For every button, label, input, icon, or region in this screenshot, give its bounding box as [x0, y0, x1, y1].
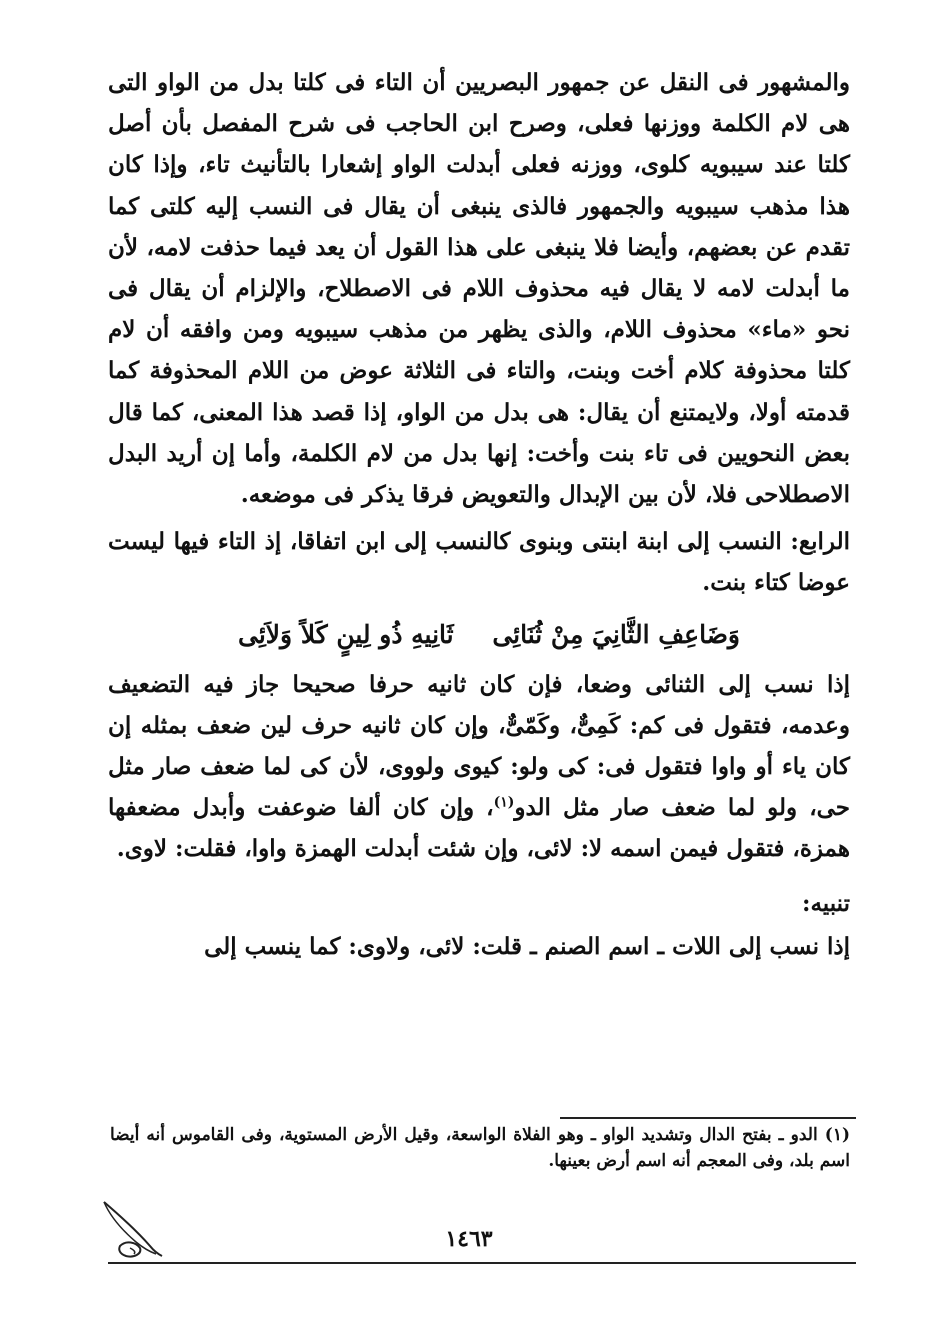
- section-heading: تنبيه:: [801, 889, 850, 917]
- paragraph-4: إذا نسب إلى اللات ـ اسم الصنم ـ قلت: لائى، ولاوى: كما ينسب إلى: [204, 932, 850, 960]
- bottom-divider: [108, 1262, 856, 1264]
- paragraph-3-text-a: إذا نسب إلى الثنائى وضعا، فإن كان ثانيه حرفا صحيحا جاز فيه التضعيف وعدمه، فتقول فى كم: كَمِىٌّ، وكَمّىٌّ، وإن كان ثانيه حرف لين ضعف بمثله إن كان ياء أو واوا فتقول فى: كى ولو: كيوى ولووى، لأن كى لما ضعف صار مثل حى، ولو لما ضعف صار مثل الدو: [108, 670, 851, 822]
- paragraph-2: [108, 521, 850, 603]
- paragraph-1: والمشهور فى النقل عن جمهور البصريين أن التاء فى كلتا بدل من الواو التى هى لام الكلمة ووزنها فعلى، وصرح ابن الحاجب فى شرح المفصل بأن أصل كلتا عند سيبويه كلوى، ووزنه فعلى أبدلت الواو إشعارا بالتأنيث تاء، وإذا كان هذا مذهب سيبويه والجمهور فالذى ينبغى أن يقال فى النسب إليه كلتى كما تقدم عن بعضهم، وأيضا فلا ينبغى على هذا القول أن يعد فيما حذفت لامه، لأن ما أبدلت لامه لا يقال فيه محذوف اللام فى الاصطلاح، والإلزام أن يقال فى نحو «ماء» محذوف اللام، والذى يظهر من مذهب سيبويه ومن وافقه أن لام كلتا محذوفة كلام أخت وبنت، والتاء فى الثلاثة عوض من اللام المحذوفة كما قدمته أولا، ولايمتنع أن يقال: هى بدل من الواو، إذا قصد هذا المعنى، كما قال بعض النحويين فى تاء بنت وأخت: إنها بدل من لام الكلمة، وأما إن أريد البدل الاصطلاحى فلا، لأن بين الإبدال والتعويض فرقا يذكر فى موضعه.: [108, 69, 850, 509]
- footnotes: [110, 1122, 850, 1174]
- verse-second-hemistich: ثَانِيهِ ذُو لِينٍ كَلاً وَلاَئِى: [238, 619, 454, 649]
- poetry-verse: [108, 608, 850, 662]
- page-number: ١٤٦٣: [445, 1226, 493, 1252]
- footnote-1: (١) الدو ـ بفتح الدال وتشديد الواو ـ وهو الفلاة الواسعة، وقيل الأرض المستوية، وفى القاموس أنه أيضا اسم بلد، وفى المعجم أنه اسم أرض بعينها.: [110, 1125, 850, 1171]
- main-text: [108, 62, 850, 967]
- footnote-marker: (١): [493, 794, 515, 811]
- paragraph-3: [108, 664, 850, 870]
- paragraph-2-lead: الرابع:: [790, 528, 850, 556]
- verse-first-hemistich: وَضَاعِفِ الثَّانِيَ مِنْ ثُنَائِى: [492, 619, 740, 649]
- paragraph-2-text: النسب إلى ابنة ابنتى وبنوى كالنسب إلى ابن اتفاقا، إذ التاء فيها ليست عوضا كتاء بنت.: [108, 528, 850, 597]
- paragraph-3-text-b: ، وإن كان ألفا ضوعفت وأبدل مضعفها همزة، فتقول فيمن اسمه لا: لائى، وإن شئت أبدلت الهمزة واوا، فقلت: لاوى.: [108, 794, 850, 863]
- footnote-divider: [560, 1117, 856, 1119]
